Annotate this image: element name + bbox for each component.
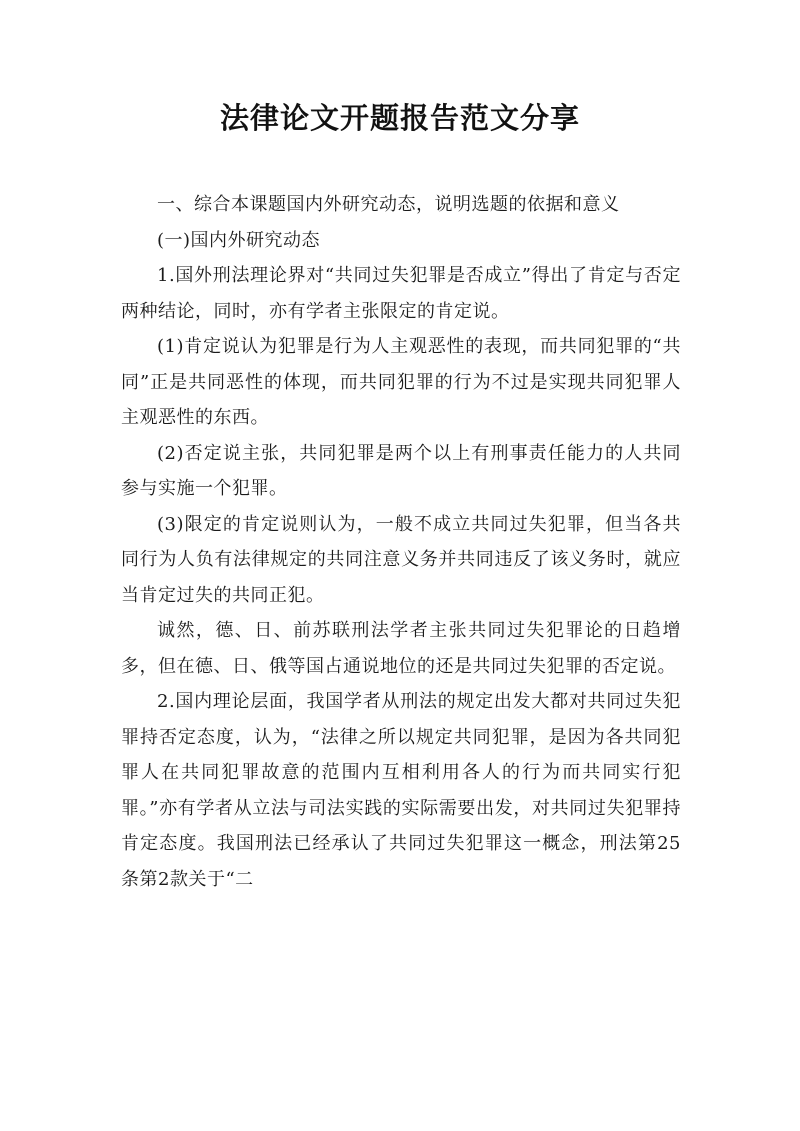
paragraph-affirmative-view: (1)肯定说认为犯罪是行为人主观恶性的表现，而共同犯罪的“共同”正是共同恶性的体现，而共同犯罪的行为不过是实现共同犯罪人主观恶性的东西。 <box>121 336 681 428</box>
paragraph-domestic-theory: 2.国内理论层面，我国学者从刑法的规定出发大都对共同过失犯罪持否定态度，认为，“法律之所以规定共同犯罪，是因为各共同犯罪人在共同犯罪故意的范围内互相利用各人的行为而共同实行犯罪。”亦有学者从立法与司法实践的实际需要出发，对共同过失犯罪持肯定态度。我国刑法已经承认了共同过失犯罪这一概念，刑法第25条第2款关于“二 <box>121 691 681 890</box>
paragraph-foreign-theory: 1.国外刑法理论界对“共同过失犯罪是否成立”得出了肯定与否定两种结论，同时，亦有学者主张限定的肯定说。 <box>121 265 681 322</box>
document-body <box>121 187 681 897</box>
document-title: 法律论文开题报告范文分享 <box>219 101 580 135</box>
paragraph-section-heading: 一、综合本课题国内外研究动态，说明选题的依据和意义 <box>157 194 620 215</box>
paragraph-summary: 诚然，德、日、前苏联刑法学者主张共同过失犯罪论的日趋增多，但在德、日、俄等国占通说地位的还是共同过失犯罪的否定说。 <box>121 620 681 677</box>
paragraph-subsection-heading: (一)国内外研究动态 <box>157 229 321 251</box>
paragraph-limited-affirmative-view: (3)限定的肯定说则认为，一般不成立共同过失犯罪，但当各共同行为人负有法律规定的共同注意义务并共同违反了该义务时，就应当肯定过失的共同正犯。 <box>121 513 681 606</box>
paragraph-negative-view: (2)否定说主张，共同犯罪是两个以上有刑事责任能力的人共同参与实施一个犯罪。 <box>121 442 681 499</box>
